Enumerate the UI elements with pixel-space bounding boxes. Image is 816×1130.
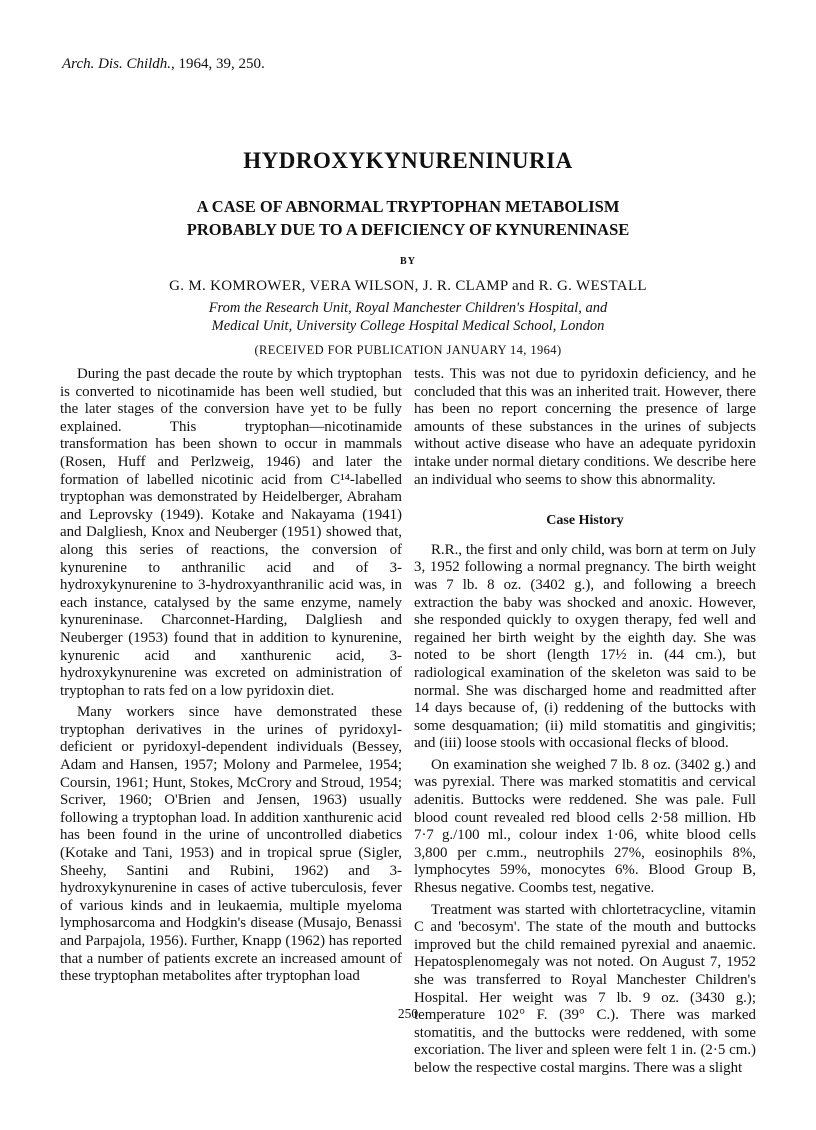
affiliation bbox=[0, 299, 816, 335]
by-label: BY bbox=[400, 256, 416, 267]
journal-name: Arch. Dis. Childh. bbox=[62, 56, 172, 72]
page-number: 250 bbox=[397, 1006, 419, 1021]
left-column bbox=[60, 366, 402, 986]
body-paragraph: Many workers since have demonstrated these tryptophan derivatives in the urines of pyridoxyl-deficient or pyridoxyl-dependent individuals (Bessey, Adam and Hansen, 1957; Molony and Parmelee, 1954; Coursin, 1961; Hunt, Stokes, McCrory and Stroud, 1954; Scriver, 1960; O'Brien and Jensen, 1963) usually following a tryptophan load. In addition xanthurenic acid has been found in the urine of uncontrolled diabetics (Kotake and Tani, 1953) and in tropical sprue (Sigler, Sheehy, Santini and Rubini, 1962) and 3-hydroxykynurenine in cases of active tuberculosis, fever of various kinds and in leukaemia, multiple myeloma lymphosarcoma and Hodgkin's disease (Musajo, Benassi and Parpajola, 1956). Further, Knapp (1962) has reported that a number of patients excrete an increased amount of these tryptophan metabolites after tryptophan load bbox=[60, 704, 402, 985]
article-title: HYDROXYKYNURENINURIA bbox=[243, 148, 573, 173]
body-paragraph: On examination she weighed 7 lb. 8 oz. (3402 g.) and was pyrexial. There was marked stomatitis and cervical adenitis. Buttocks were reddened. She was pale. Full blood count revealed red blood cells 2·58 million. Hb 7·7 g./100 ml., colour index 1·06, white blood cells 3,800 per c.mm., neutrophils 27%, eosinophils 8%, lymphocytes 59%, monocytes 6%. Blood Group B, Rhesus negative. Coombs test, negative. bbox=[414, 756, 756, 897]
body-paragraph: Treatment was started with chlortetracycline, vitamin C and 'becosym'. The state of the mouth and buttocks improved but the child remained pyrexial and anaemic. Hepatosplenomegaly was not noted. On August 7, 1952 she was transferred to Royal Manchester Children's Hospital. Her weight was 7 lb. 9 oz. (3430 g.); temperature 102° F. (39° C.). There was marked stomatitis, and the buttocks were reddened, with some excoriation. The liver and spleen were felt 1 in. (2·5 cm.) below the respective costal margins. There was a slight bbox=[414, 901, 756, 1076]
section-heading-case-history: Case History bbox=[546, 513, 624, 529]
affiliation-line: From the Research Unit, Royal Manchester Children's Hospital, and bbox=[208, 300, 608, 316]
citation-details: , 1964, 39, 250. bbox=[171, 56, 265, 72]
article-subtitle: A CASE OF ABNORMAL TRYPTOPHAN METABOLISM PROBABLY DUE TO A DEFICIENCY OF KYNURENINASE bbox=[186, 197, 630, 239]
body-paragraph-continued: tests. This was not due to pyridoxin deficiency, and he concluded that this was an inherited trait. However, there has been no report concerning the presence of large amounts of these substances in the urines of subjects without active disease who have an adequate pyridoxin intake under normal dietary conditions. We describe here an individual who seems to show this abnormality. bbox=[414, 366, 756, 488]
body-paragraph: During the past decade the route by which tryptophan is converted to nicotinamide has been well studied, but the later stages of the conversion have yet to be fully explained. This tryptophan—nicotinamide transformation has been shown to occur in mammals (Rosen, Huff and Perlzweig, 1946) and later the formation of labelled nicotinic acid from C¹⁴-labelled tryptophan was demonstrated by Heidelberger, Abraham and Leprovsky (1949). Kotake and Nakayama (1941) and Dalgliesh, Knox and Neuberger (1951) showed that, along this series of reactions, the conversion of kynurenine to anthranilic acid and of 3-hydroxykynurenine to 3-hydroxyanthranilic acid was, in each instance, catalysed by the same enzyme, namely kynureninase. Charconnet-Harding, Dalgliesh and Neuberger (1953) found that in addition to kynurenine, kynurenic acid and xanthurenic acid, 3-hydroxykynurenine was excreted on administration of tryptophan to rats fed on a low pyridoxin diet. bbox=[60, 366, 402, 699]
body-paragraph: R.R., the first and only child, was born at term on July 3, 1952 following a normal pregnancy. The birth weight was 7 lb. 8 oz. (3402 g.), and following a breech extraction the baby was shocked and anoxic. However, she responded quickly to oxygen therapy, fed well and regained her birth weight by the eighth day. She was noted to be short (length 17½ in. (44 cm.), but radiological examination of the skeleton was said to be normal. She was discharged home and readmitted after 14 days because of, (i) reddening of the buttocks with some desquamation; (ii) mild stomatitis and gingivitis; and (iii) loose stools with occasional flecks of blood. bbox=[414, 541, 756, 752]
author-list: G. M. KOMROWER, VERA WILSON, J. R. CLAMP and R. G. WESTALL bbox=[169, 278, 647, 294]
affiliation-line: Medical Unit, University College Hospital Medical School, London bbox=[211, 318, 605, 334]
journal-citation bbox=[62, 56, 265, 73]
right-column bbox=[414, 366, 756, 1078]
received-date: (RECEIVED FOR PUBLICATION JANUARY 14, 1964) bbox=[254, 343, 562, 357]
